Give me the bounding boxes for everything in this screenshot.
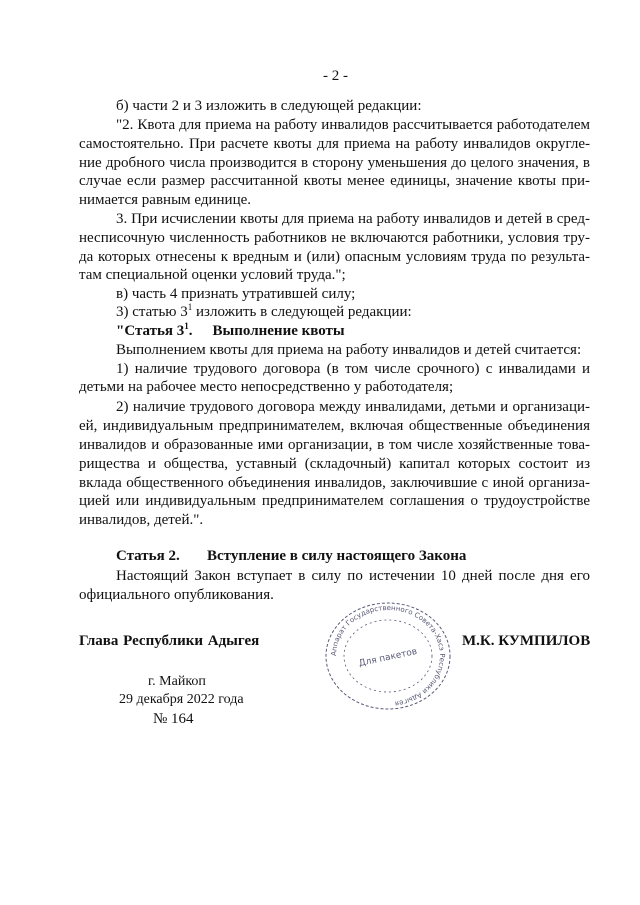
paragraph-line: Выполнением квоты для приема на работу инвалидов и детей считается: (116, 342, 582, 358)
paragraph-line: ние дробного числа производится в сторону уменьшения до целого значения, в (79, 155, 590, 171)
paragraph-line: случае если размер рассчитанной квоты менее единицы, значение квоты при- (79, 173, 590, 189)
paragraph-line: нимается равным единице. (79, 192, 252, 208)
signatory-position: Глава Республики Адыгея (79, 633, 260, 649)
paragraph-line: детьми на рабочее место непосредственно у работодателя; (79, 379, 454, 395)
paragraph-line: рищества и общества, уставный (складочный) капитал которых состоит из (79, 456, 590, 472)
article-31-title: Выполнение квоты (212, 323, 345, 339)
page-number: - 2 - (323, 68, 348, 84)
paragraph-line: там специальной оценки условий труда."; (79, 267, 346, 283)
article-2-heading (116, 547, 467, 565)
article-31-label: "Статья $3^1$. (116, 321, 193, 339)
paragraph-line: самостоятельно. При расчете квоты для приема на работу инвалидов округле- (79, 136, 590, 152)
paragraph-line: 2) наличие трудового договора между инвалидами, детьми и организаци- (116, 399, 590, 415)
signing-date: 29 декабря 2022 года (119, 692, 244, 707)
article-2-title: Вступление в силу настоящего Закона (207, 548, 467, 564)
paragraph-line: несписочную численность работников не включаются работники, условия тру- (79, 230, 590, 246)
paragraph-line: инвалидов, детей.". (79, 512, 204, 528)
paragraph-line: ей, индивидуальным предпринимателем, включая общественные объединения (79, 418, 590, 434)
signing-city: г. Майкоп (148, 674, 206, 689)
paragraph-line: 1) наличие трудового договора (в том числе срочного) с инвалидами и (116, 361, 590, 377)
stamp-inner-text: Для пакетов (357, 646, 419, 670)
paragraph-line: инвалидов и образованные ими организации, в том числе хозяйственные това- (79, 437, 590, 453)
paragraph-line: Настоящий Закон вступает в силу по истечении 10 дней после дня его (116, 568, 590, 584)
item-3-after: изложить в следующей редакции: (192, 304, 412, 320)
paragraph-line: "2. Квота для приема на работу инвалидов рассчитывается работодателем (116, 117, 590, 133)
paragraph-line: вклада общественного объединения инвалидов, заключившие с иной организа- (79, 475, 590, 491)
stamp-icon (318, 600, 458, 712)
signatory-name: М.К. КУМПИЛОВ (462, 633, 591, 649)
item-b-intro: б) части 2 и 3 изложить в следующей редакции: (116, 98, 422, 114)
paragraph-line: 3. При исчислении квоты для приема на работу инвалидов и детей в сред- (116, 211, 590, 227)
item-v: в) часть 4 признать утратившей силу; (116, 286, 356, 302)
paragraph-line: официального опубликования. (79, 587, 274, 603)
item-3-sup: 1 (187, 302, 193, 312)
paragraph-line: да которых отнесены к вредным и (или) опасным условиям труда по результа- (79, 249, 590, 265)
item-3 (116, 303, 412, 321)
law-number: № 164 (153, 711, 194, 727)
item-3-before: 3) статью 3 (116, 304, 188, 320)
stamp-ring-text: Аппарат Государственного Совета-Хасэ Республики Адыгея (329, 603, 447, 708)
article-31-heading (116, 322, 345, 340)
paragraph-line: цией или индивидуальным предпринимателем соглашения о трудоустройстве (79, 493, 590, 509)
article-2-label: Статья 2. (116, 548, 180, 564)
